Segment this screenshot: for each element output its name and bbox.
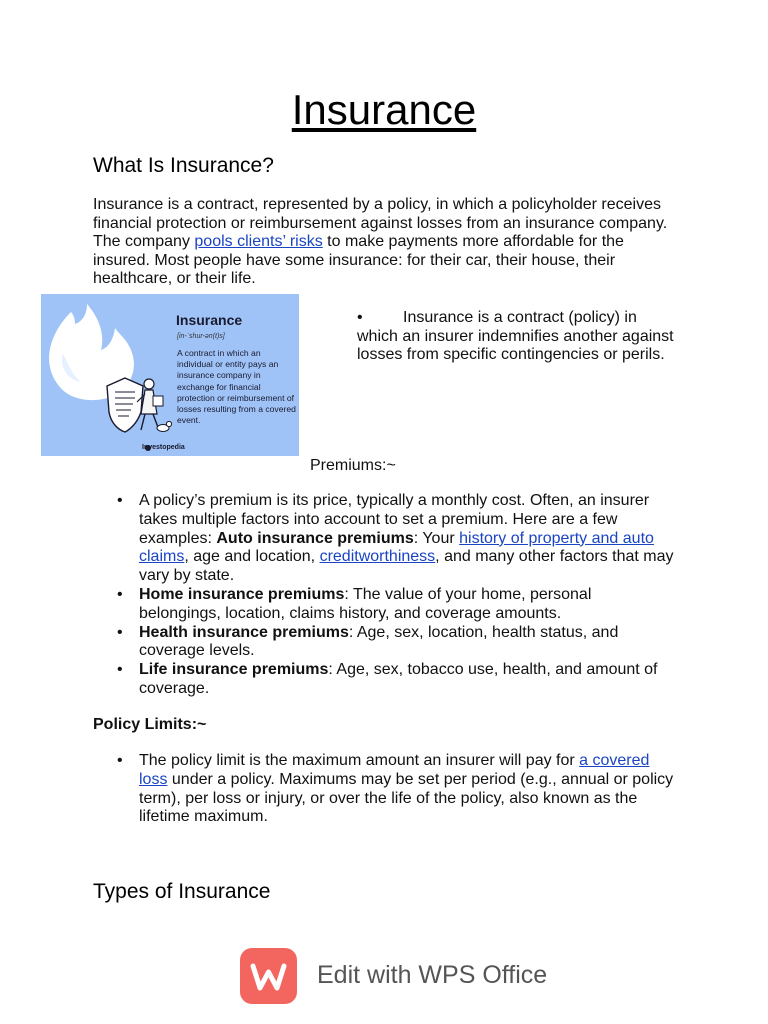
policy-limits-label <box>93 716 206 734</box>
policy-limits-label-text: Policy Limits <box>93 716 192 733</box>
covered-loss-link[interactable]: a covered loss <box>139 752 650 788</box>
premiums-list <box>117 492 677 699</box>
card-title: Insurance <box>176 312 243 328</box>
key-takeaway-text: Insurance is a contract (policy) in which an insurer indemnifies another against losses from specific contingencies or perils. <box>357 309 674 363</box>
document-title: Insurance <box>291 86 477 133</box>
health-premiums-bold: Health insurance premiums <box>139 623 349 641</box>
shield-icon <box>107 378 143 432</box>
list-item <box>117 661 677 699</box>
policy-text: under a policy. Maximums may be set per period (e.g., annual or policy term), per loss or injury, or over the life of the policy, also known as the lifetime maximum. <box>139 770 674 826</box>
premium-text: : Age, sex, location, health status, and coverage levels. <box>139 623 619 660</box>
insurance-definition-image <box>41 294 299 456</box>
wps-logo-icon <box>240 948 297 1004</box>
premium-text: , and many other factors that may vary by state. <box>139 548 674 585</box>
intro-paragraph <box>93 196 683 289</box>
premium-text: : The value of your home, personal belongings, location, claims history, and coverage amounts. <box>139 585 592 622</box>
premium-text: A policy’s premium is its price, typically a monthly cost. Often, an insurer takes multiple factors into account to set a premium. Here are a few examples: <box>139 492 650 547</box>
wps-edit-banner[interactable] <box>240 948 560 1004</box>
policy-limits-list <box>117 752 677 827</box>
wps-label: Edit with WPS Office <box>317 961 548 989</box>
premium-text: : Your <box>413 529 460 547</box>
list-item <box>117 624 677 662</box>
list-item <box>117 586 677 624</box>
premium-text: : Age, sex, tobacco use, health, and amount of coverage. <box>139 661 658 697</box>
card-definition: A contract in which an individual or entity pays an insurance company in exchange for financial protection or reimbursement of losses resulting from a covered event. <box>177 348 296 426</box>
auto-premiums-bold: Auto insurance premiums <box>216 529 414 547</box>
list-item <box>117 752 677 827</box>
intro-text-1: Insurance is a contract, represented by a policy, in which a policyholder receives financial protection or reimbursement against losses from an insurance company. The company <box>93 196 668 250</box>
section-heading-types-of-insurance: Types of Insurance <box>93 880 271 903</box>
card-brand: Investopedia <box>142 444 185 451</box>
bullet-dot: • <box>357 309 363 326</box>
key-takeaway-bullet <box>357 309 677 365</box>
home-premiums-bold: Home insurance premiums <box>139 585 345 603</box>
policy-text: The policy limit is the maximum amount an insurer will pay for <box>139 752 580 769</box>
creditworthiness-link[interactable]: creditworthiness <box>319 548 436 566</box>
life-premiums-bold: Life insurance premiums <box>139 661 329 679</box>
section-heading-what-is-insurance: What Is Insurance? <box>93 154 274 177</box>
history-of-claims-link[interactable]: history of property and auto claims <box>139 529 654 566</box>
policy-limits-label-suffix: :~ <box>191 716 207 733</box>
list-item <box>117 492 677 586</box>
pools-clients-risks-link[interactable]: pools clients’ risks <box>194 233 323 250</box>
premium-text: , age and location, <box>184 548 320 566</box>
dog-figure <box>157 421 172 431</box>
premiums-label: Premiums:~ <box>310 457 396 474</box>
intro-text-2: to make payments more affordable for the insured. Most people have some insurance: for their car, their house, their healthcare, or their life. <box>93 233 624 287</box>
card-pronunciation: [in-ˈshur-ən(t)s] <box>177 333 225 340</box>
